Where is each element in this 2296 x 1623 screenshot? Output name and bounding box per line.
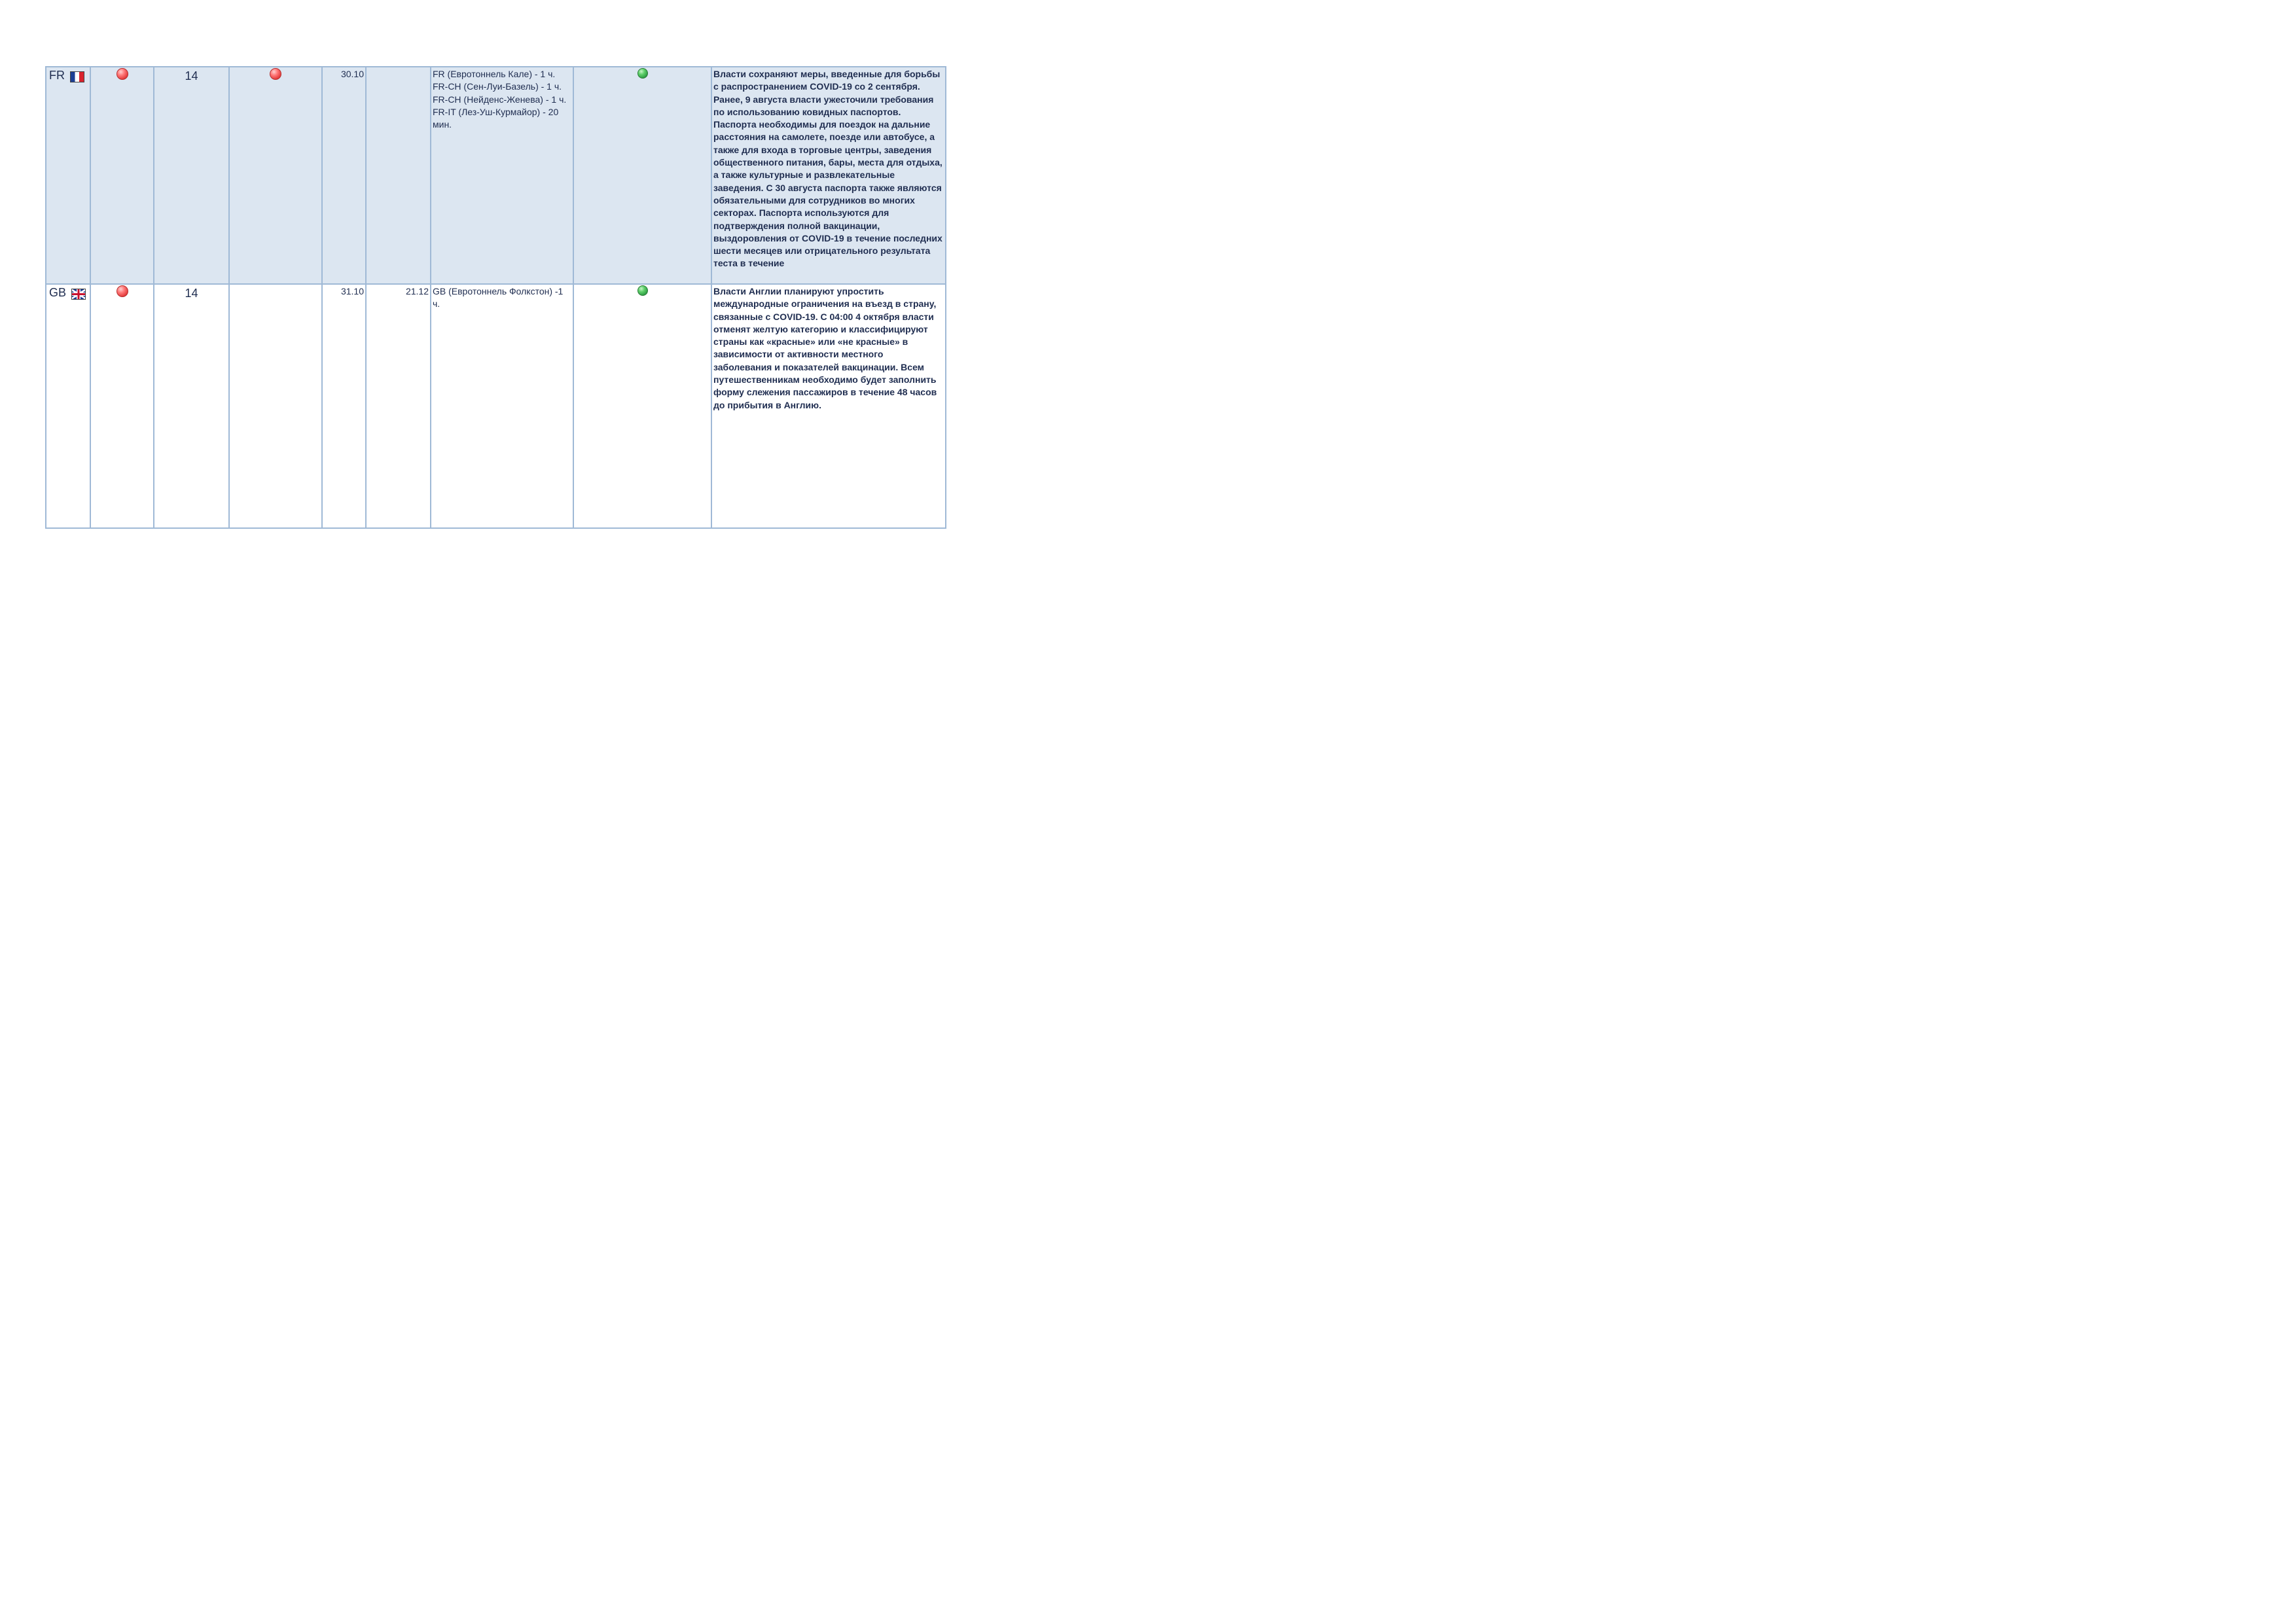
country-restrictions-table: [45, 66, 946, 529]
date-value-1: 31.10: [340, 286, 364, 296]
status-cell-1: [90, 284, 154, 528]
status-cell-3: [573, 67, 711, 284]
date-cell-2: [366, 67, 431, 284]
crossing-item: FR-IT (Лез-Уш-Курмайор) - 20 мин.: [433, 106, 559, 130]
status-cell-3: [573, 284, 711, 528]
country-code: GB: [49, 286, 67, 299]
date-cell-1: [322, 67, 366, 284]
days-value: 14: [185, 69, 198, 82]
country-cell: [46, 284, 90, 528]
crossings-cell: [431, 284, 573, 528]
days-cell: [154, 284, 229, 528]
crossing-item: FR-CH (Сен-Луи-Базель) - 1 ч.: [433, 81, 562, 92]
status-cell-1: [90, 67, 154, 284]
date-cell-1: [322, 284, 366, 528]
country-cell: [46, 67, 90, 284]
france-flag-icon: [70, 71, 84, 82]
date-cell-2: [366, 284, 431, 528]
country-code: FR: [49, 69, 65, 82]
green-status-icon: [637, 68, 648, 79]
status-cell-2: [229, 67, 322, 284]
notes-text-2: Ранее, 9 августа власти ужесточили требования по использованию ковидных паспортов. Паспорта необходимы для поездок на дальние расстояния на самолете, поезде или автобусе, а также для входа в торговые центры, заведения общественного питания, бары, места для отдыха, а также культурные и развлекательные заведения. С 30 августа паспорта также являются обязательными для сотрудников во многих секторах. Паспорта используются для подтверждения полной вакцинации, выздоровления от COVID-19 в течение последних шести месяцев или отрицательного результата теста в течение: [713, 94, 942, 269]
days-value: 14: [185, 287, 198, 300]
red-status-icon: [117, 68, 128, 80]
table-row-gb: [46, 284, 946, 528]
crossing-item: GB (Евротоннель Фолкстон) -1 ч.: [433, 286, 564, 310]
table-row-fr: [46, 67, 946, 284]
crossings-cell: [431, 67, 573, 284]
uk-flag-icon: [71, 289, 86, 300]
date-value-2: [367, 67, 430, 69]
days-cell: [154, 67, 229, 284]
red-status-icon: [117, 285, 128, 297]
status-cell-2: [229, 284, 322, 528]
notes-cell: [711, 67, 946, 284]
date-value-2: 21.12: [405, 286, 429, 296]
notes-text: Власти сохраняют меры, введенные для борьбы с распространением COVID-19 со 2 сентября.: [713, 69, 941, 92]
red-status-icon: [270, 68, 281, 80]
notes-cell: [711, 284, 946, 528]
crossing-item: FR (Евротоннель Кале) - 1 ч.: [433, 69, 556, 79]
notes-text: Власти Англии планируют упростить международные ограничения на въезд в страну, связанные с COVID-19. С 04:00 4 октября власти отменят желтую категорию и классифицируют страны как «красные» или «не красные» в зависимости от активности местного заболевания и показателей вакцинации. Всем путешественникам необходимо будет заполнить форму слежения пассажиров в течение 48 часов до прибытия в Англию.: [713, 286, 937, 410]
date-value-1: 30.10: [340, 69, 364, 79]
green-status-icon: [637, 285, 648, 296]
crossing-item: FR-CH (Нейденс-Женева) - 1 ч.: [433, 94, 567, 105]
